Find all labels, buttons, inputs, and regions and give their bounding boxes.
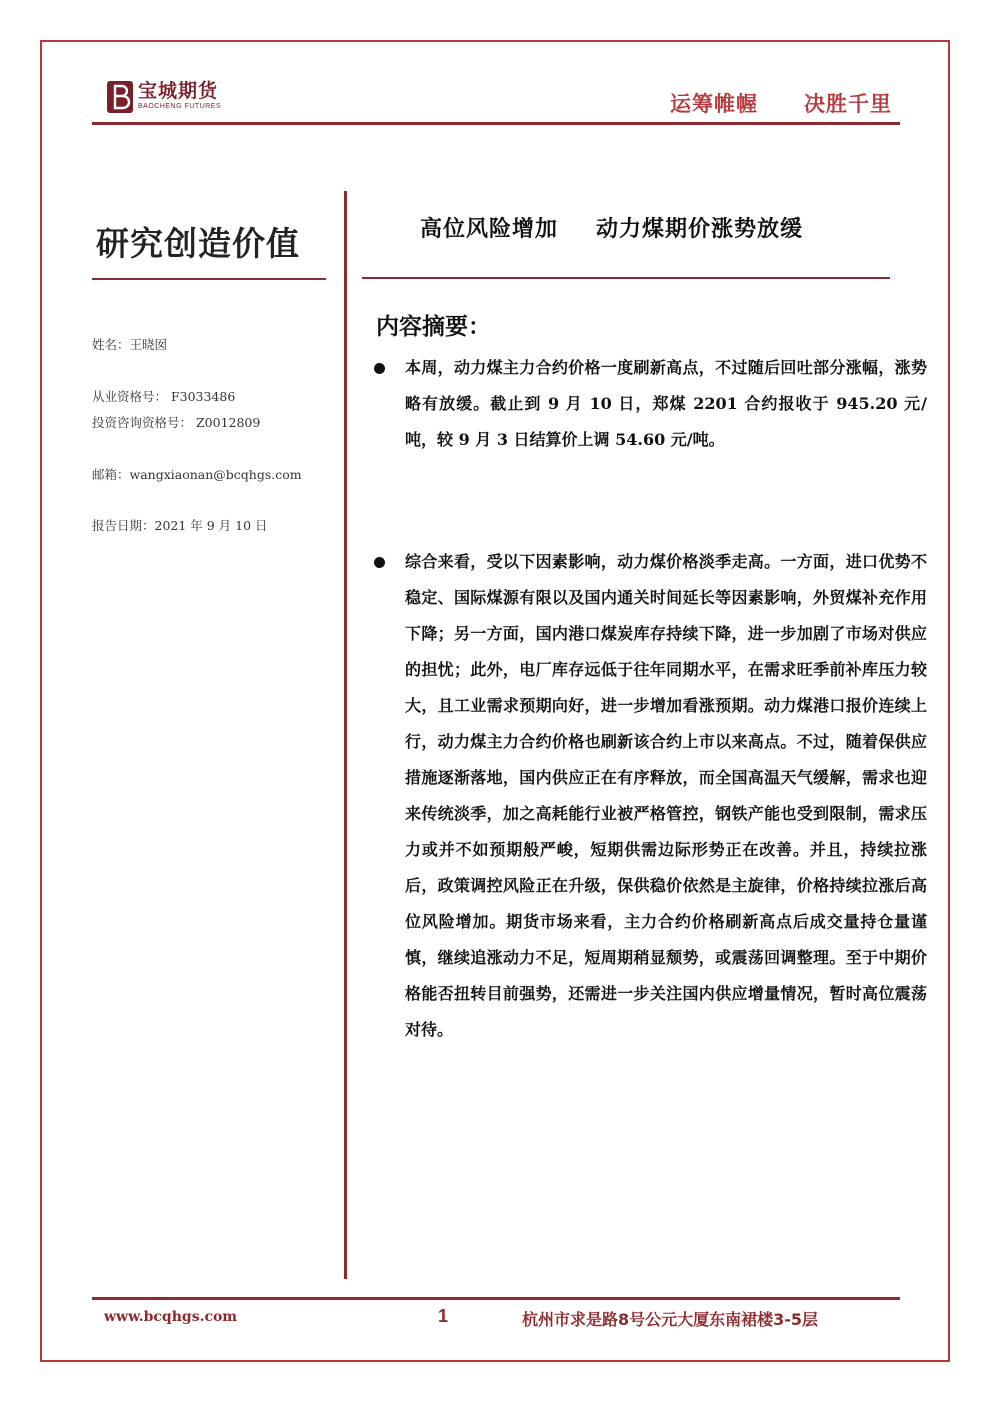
footer-website: www.bcqhgs.com	[104, 1309, 238, 1325]
sidebar-title: 研究创造价值	[96, 224, 300, 263]
baocheng-logo-icon	[106, 80, 134, 114]
column-divider	[344, 191, 347, 1279]
slogan-right: 决胜千里	[804, 92, 892, 116]
report-title	[420, 212, 803, 243]
footer-address: 杭州市求是路8号公元大厦东南裙楼3-5层	[522, 1310, 819, 1329]
logo-chinese-name: 宝城期货	[138, 80, 219, 102]
header-divider	[92, 122, 900, 125]
author-email: 邮箱：wangxiaonan@bcqhgs.com	[92, 467, 302, 482]
slogan	[670, 88, 892, 118]
company-logo	[106, 80, 221, 114]
author-name: 姓名：王晓囡	[92, 337, 168, 352]
bullet-icon	[374, 557, 385, 568]
abstract-heading: 内容摘要：	[376, 314, 491, 340]
report-title-right: 动力煤期价涨势放缓	[596, 217, 804, 242]
page-number: 1	[438, 1306, 449, 1326]
report-title-divider	[362, 277, 890, 279]
report-title-left: 高位风险增加	[420, 217, 559, 242]
report-date: 报告日期：2021 年 9 月 10 日	[92, 518, 268, 533]
slogan-left: 运筹帷幄	[670, 92, 758, 116]
bullet-icon	[374, 363, 385, 374]
sidebar-title-divider	[92, 278, 326, 280]
abstract-paragraph: 综合来看，受以下因素影响，动力煤价格淡季走高。一方面，进口优势不稳定、国际煤源有限以及国内通关时间延长等因素影响，外贸煤补充作用下降；另一方面，国内港口煤炭库存持续下降，进一步加剧了市场对供应的担忧；此外，电厂库存远低于往年同期水平，在需求旺季前补库压力较大，且工业需求预期向好，进一步增加看涨预期。动力煤港口报价连续上行，动力煤主力合约价格也刷新该合约上市以来高点。不过，随着保供应措施逐渐落地，国内供应正在有序释放，而全国高温天气缓解，需求也迎来传统淡季，加之高耗能行业被严格管控，钢铁产能也受到限制，需求压力或并不如预期般严峻，短期供需边际形势正在改善。并且，持续拉涨后，政策调控风险正在升级，保供稳价依然是主旋律，价格持续拉涨后高位风险增加。期货市场来看，主力合约价格刷新高点后成交量持仓量谨慎，继续追涨动力不足，短周期稍显颓势，或震荡回调整理。至于中期价格能否扭转目前强势，还需进一步关注国内供应增量情况，暂时高位震荡对待。	[405, 552, 927, 1039]
consulting-number: 投资咨询资格号： Z0012809	[92, 415, 261, 430]
abstract-paragraph: 本周，动力煤主力合约价格一度刷新高点，不过随后回吐部分涨幅，涨势略有放缓。截止到 9 月 10 日，郑煤 2201 合约报收于 945.20 元/吨，较 9 月 3 日结算价上调 54.60 元/吨。	[405, 358, 927, 449]
qualification-number: 从业资格号： F3033486	[92, 389, 236, 404]
footer-divider	[92, 1297, 900, 1300]
logo-english-name: BAOCHENG FUTURES	[138, 103, 222, 110]
